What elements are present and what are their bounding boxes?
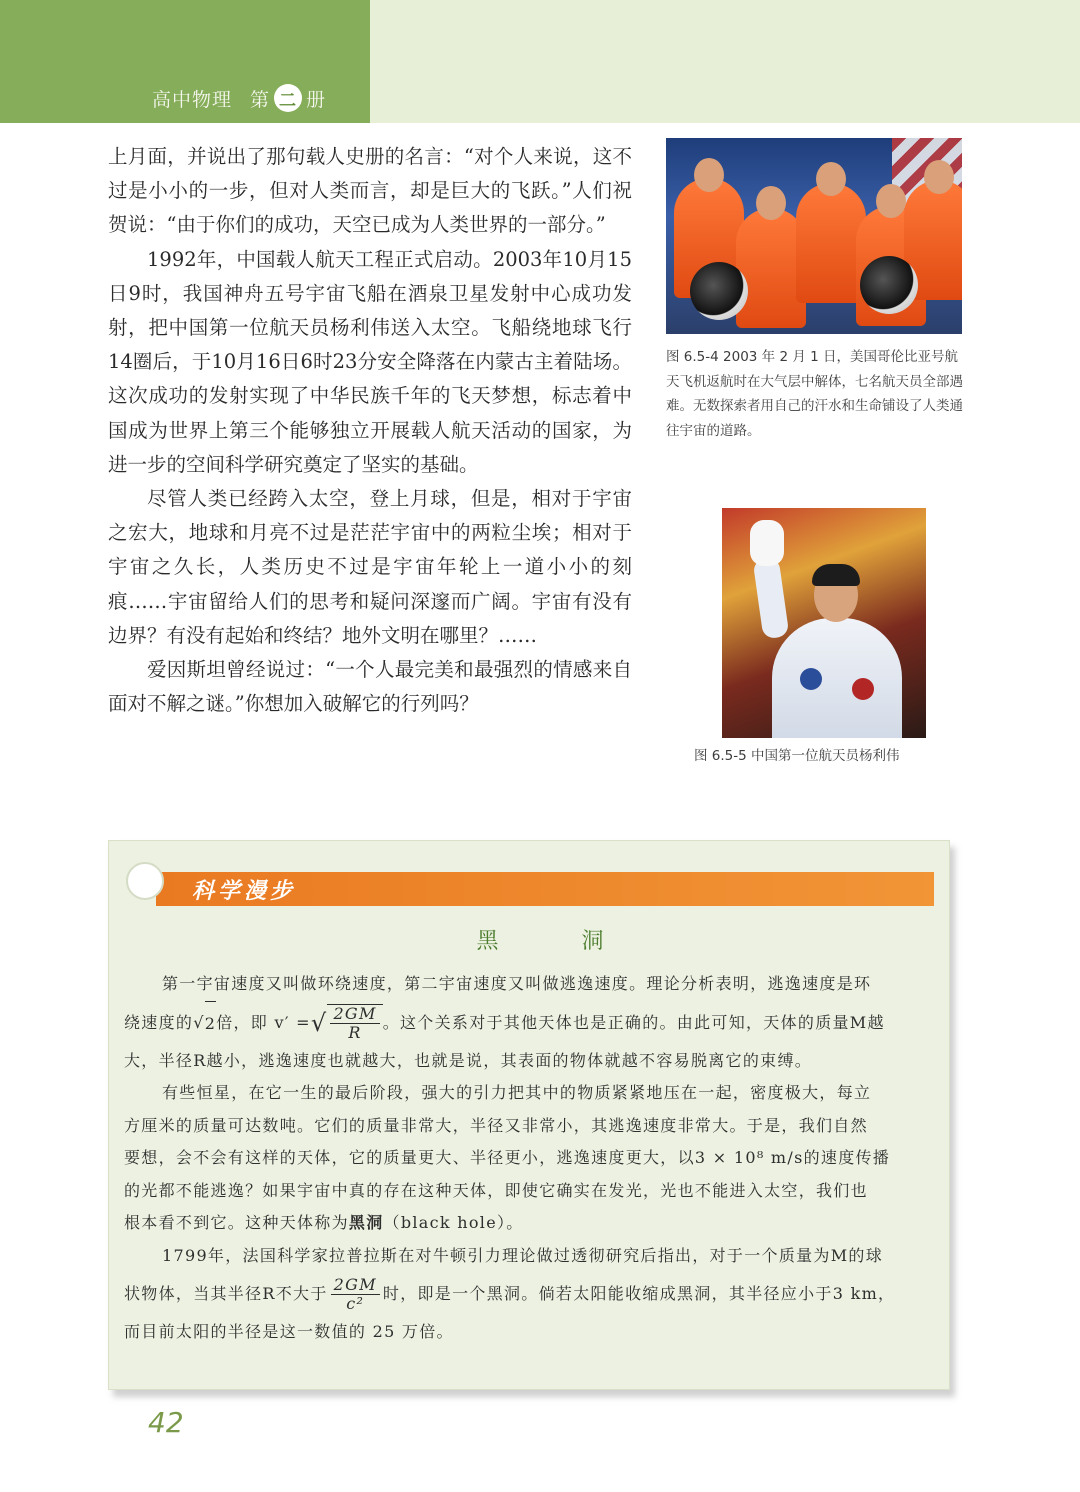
box-line-11: 而目前太阳的半径是这一数值的 25 万倍。 — [124, 1322, 454, 1341]
schwarzschild-formula: $\frac{2GM}{\text{c²}}$ — [331, 1276, 380, 1313]
box-line-2: 绕速度的 √ 2 倍，即 v′ = √ $\frac{2GM}{R}$ 。这个关系对于其他天体也是正确的。由此可知，天体的质量M越 — [124, 1001, 934, 1045]
figure-6-5-4-caption: 图 6.5-4 2003 年 2 月 1 日，美国哥伦比亚号航天飞机返航时在大气层中解体，七名航天员全部遇难。无数探索者用自己的汗水和生命铺设了人类通往宇宙的道路。 — [666, 349, 963, 439]
box-line-7: 的光都不能逃逸？如果宇宙中真的存在这种天体，即使它确实在发光，光也不能进入太空，我们也 — [124, 1180, 868, 1200]
box-line-10: 状物体，当其半径R不大于 $\frac{2GM}{\text{c²}}$ 时，即是一个黑洞。倘若太阳能收缩成黑洞，其半径应小于3 km， — [124, 1275, 896, 1313]
box-line-4: 有些恒星，在它一生的最后阶段，强大的引力把其中的物质紧紧地压在一起，密度极大，每立 — [162, 1083, 872, 1102]
spacesuit — [772, 618, 902, 738]
main-body-text — [108, 140, 632, 721]
paragraph-4: 爱因斯坦曾经说过：“一个人最完美和最强烈的情感来自面对不解之谜。”你想加入破解它的行列吗？ — [108, 658, 632, 716]
paragraph-1: 上月面，并说出了那句载人史册的名言：“对个人来说，这不过是小小的一步，但对人类而言，却是巨大的飞跃。”人们祝贺说：“由于你们的成功，天空已成为人类世界的一部分。” — [108, 145, 632, 237]
box-line-9: 1799年，法国科学家拉普拉斯在对牛顿引力理论做过透彻研究后指出，对于一个质量为M的球 — [162, 1245, 884, 1265]
box-line-3: 大，半径R越小，逃逸速度也就越大，也就是说，其表面的物体就越不容易脱离它的束缚。 — [124, 1050, 813, 1070]
escape-velocity-formula: √ $\frac{2GM}{R}$ — [311, 1001, 383, 1045]
sqrt-2: √ 2 — [193, 1001, 216, 1046]
helmet-right — [860, 256, 918, 314]
waving-hand — [750, 520, 784, 566]
box-line-1: 第一宇宙速度又叫做环绕速度，第二宇宙速度又叫做逃逸速度。理论分析表明，逃逸速度是环 — [162, 974, 872, 993]
volume-prefix: 第 — [250, 88, 271, 111]
book-title: 高中物理 — [152, 88, 233, 111]
box-line-8: 根本看不到它。这种天体称为黑洞（black hole）。 — [124, 1213, 524, 1232]
volume-suffix: 册 — [306, 88, 327, 111]
box-line-5: 方厘米的质量可达数吨。它们的质量非常大，半径又非常小，其逃逸速度非常大。于是，我们自然 — [124, 1115, 868, 1135]
yang-liwei-photo — [722, 508, 926, 738]
helmet-left — [690, 262, 748, 320]
volume-number-badge: 二 — [274, 84, 302, 112]
box-title: 黑 洞 — [476, 929, 642, 954]
figure-6-5-5-caption: 图 6.5-5 中国第一位航天员杨利伟 — [694, 748, 900, 764]
header-band-light — [370, 0, 1080, 123]
page-number: 42 — [148, 1406, 184, 1439]
banner-circle-icon — [126, 862, 164, 900]
running-header — [152, 84, 326, 112]
box-line-6: 要想，会不会有这样的天体，它的质量更大、半径更小，逃逸速度更大，以3 × 10⁸ m/s的速度传播 — [124, 1148, 891, 1167]
section-label: 科学漫步 — [192, 879, 297, 904]
paragraph-2: 1992年，中国载人航天工程正式启动。2003年10月15日9时，我国神舟五号宇宙飞船在酒泉卫星发射中心成功发射，把中国第一位航天员杨利伟送入太空。飞船绕地球飞行14圈后，于10月16日6时23分安全降落在内蒙古主着陆场。这次成功的发射实现了中华民族千年的飞天梦想，标志着中国成为世界上第三个能够独立开展载人航天活动的国家，为进一步的空间科学研究奠定了坚实的基础。 — [108, 247, 632, 476]
paragraph-3: 尽管人类已经跨入太空，登上月球，但是，相对于宇宙之宏大，地球和月亮不过是茫茫宇宙中的两粒尘埃；相对于宇宙之久长，人类历史不过是宇宙年轮上一道小小的刻痕……宇宙留给人们的思考和疑问深邃而广阔。宇宙有没有边界？有没有起始和终结？地外文明在哪里？…… — [108, 487, 632, 647]
black-hole-term: 黑洞 — [348, 1213, 384, 1232]
columbia-crew-photo — [666, 138, 962, 334]
black-hole-text — [124, 968, 934, 1349]
